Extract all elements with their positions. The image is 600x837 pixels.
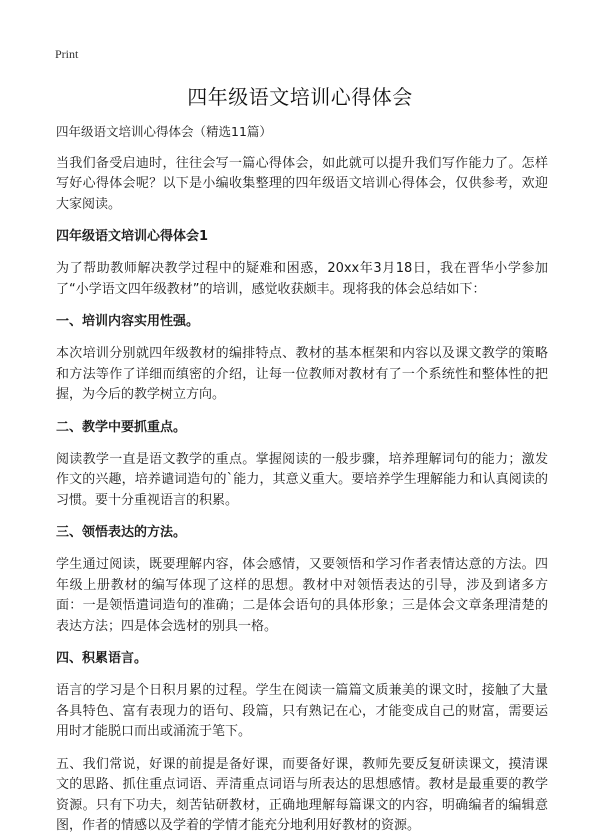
document-body <box>56 122 548 837</box>
document-subtitle: 四年级语文培训心得体会（精选11篇） <box>56 124 272 139</box>
section-heading: 三、领悟表达的方法。 <box>56 525 187 540</box>
section-heading: 四、积累语言。 <box>56 651 148 666</box>
section-heading: 一、培训内容实用性强。 <box>56 314 200 329</box>
section-paragraph: 学生通过阅读，既要理解内容，体会感情，又要领悟和学习作者表情达意的方法。四年级上册教材的编写体现了这样的思想。教材中对领悟表达的引导，涉及到诸多方面：一是领悟遣词造句的准确；二是体会语句的具体形象；三是体会文章条理清楚的表达方法；四是体会选材的别具一格。 <box>56 557 548 634</box>
section-paragraph: 阅读教学一直是语文教学的重点。掌握阅读的一般步骤，培养理解词句的能力；激发作文的兴趣，培养谴词造句的`能力，其意义重大。要培养学生理解能力和认真阅读的习惯。要十分重视语言的积累。 <box>56 451 548 508</box>
section-paragraph: 语言的学习是个日积月累的过程。学生在阅读一篇篇文质兼美的课文时，接触了大量各具特色、富有表现力的语句、段篇，只有熟记在心，才能变成自己的财富，需要运用时才能脱口而出或涌流于笔下。 <box>56 683 548 739</box>
section-paragraph: 本次培训分别就四年级教材的编排特点、教材的基本框架和内容以及课文教学的策略和方法等作了详细而缜密的介绍，让每一位教师对教材有了一个系统性和整体性的把握，为今后的教学树立方向。 <box>56 346 548 402</box>
intro-paragraph: 当我们备受启迪时，往往会写一篇心得体会，如此就可以提升我们写作能力了。怎样写好心得体会呢？以下是小编收集整理的四年级语文培训心得体会，仅供参考，欢迎大家阅读。 <box>56 155 548 212</box>
print-link[interactable]: Print <box>55 47 79 61</box>
essay-intro-paragraph: 为了帮助教师解决教学过程中的疑难和困惑，20xx年3月18日，我在晋华小学参加了“小学语文四年级教材”的培训，感觉收获颇丰。现将我的体会总结如下： <box>56 261 548 297</box>
page-title: 四年级语文培训心得体会 <box>187 85 413 109</box>
section-heading: 二、教学中要抓重点。 <box>56 419 187 435</box>
section-paragraph: 五、我们常说，好课的前提是备好课，而要备好课，教师先要反复研读课文，摸清课文的思路、抓住重点词语、弄清重点词语与所表达的思想感情。教材是最重要的教学资源。只有下功夫，刻苦钻研教材，正确地理解每篇课文的内容，明确编者的编辑意图，作者的情感以及学着的学情才能充分地利用好教材的资源。 <box>56 756 548 833</box>
essay-heading: 四年级语文培训心得体会1 <box>56 229 209 244</box>
